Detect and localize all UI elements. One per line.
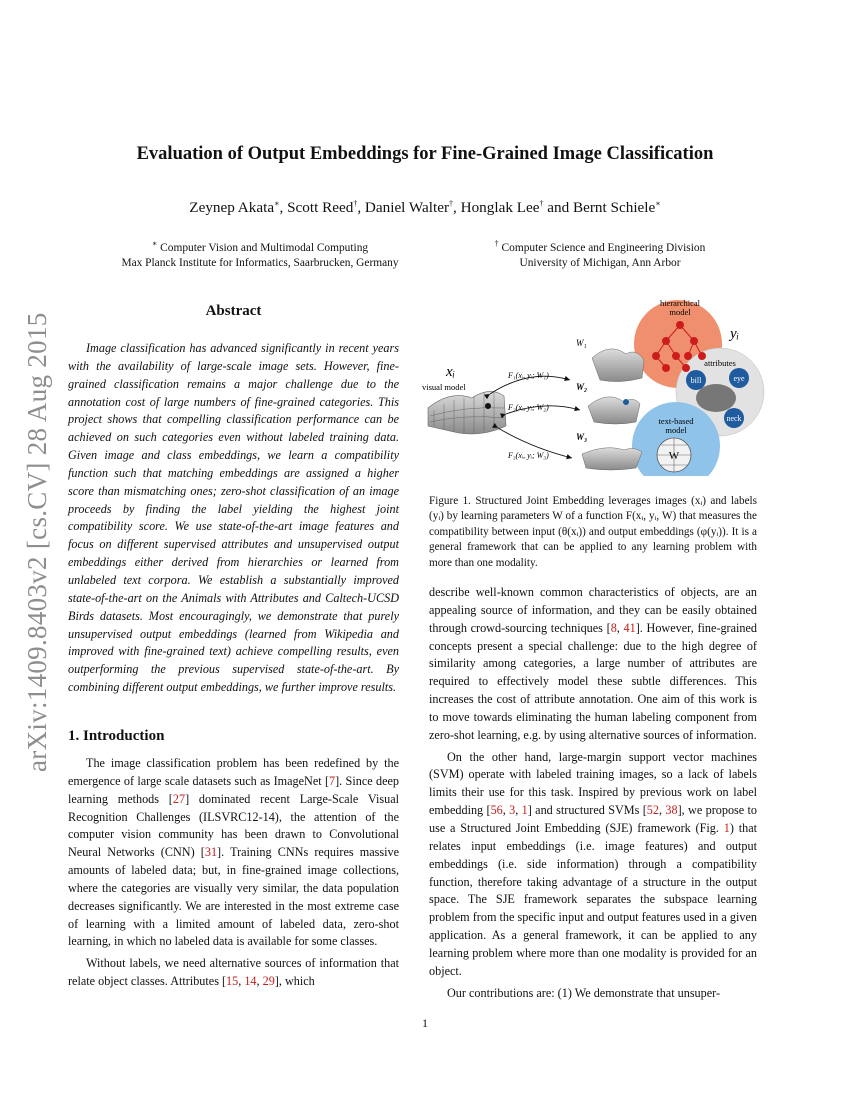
text-run: , bbox=[658, 803, 666, 818]
paper-title: Evaluation of Output Embeddings for Fine-Grained Image Classification bbox=[136, 144, 714, 164]
abstract-body: Image classification has advanced significantly in recent years with the availability of large-scale image sets. However, fine-grained classification remains a major challenge due to the annotation cost of large numbers of fine-grained categories. This project shows that compelling classification performance can be achieved on such categories even without labeled training data. Given image and class embeddings, we learn a compatibility function such that matching embeddings are assigned a higher score than mismatching ones; zero-shot classification of an image proceeds by finding the label yielding the highest joint compatibility score. We use state-of-the-art image features and focus on different supervised attributes and unsupervised output embeddings either derived from hierarchies or learned from unlabeled text corpora. We establish a substantially improved state-of-the-art on the Animals with Attributes and Caltech-UCSD Birds datasets. Most encouragingly, we demonstrate that purely unsupervised output embeddings (learned from Wikipedia and improved with fine-grained text) achieve compelling results, even outperforming the previous supervised state-of-the-art. By combining different output embeddings, we further improve results. bbox=[68, 341, 399, 695]
author-name: , Daniel Walter bbox=[357, 199, 450, 217]
affiliation-mark: ∗ bbox=[655, 199, 661, 208]
affiliation-mark: † bbox=[539, 199, 544, 208]
visual-model-surface bbox=[428, 391, 506, 434]
text-run: , bbox=[238, 974, 245, 989]
text-run: , bbox=[515, 803, 522, 818]
text-run: ] and structured SVMs [ bbox=[527, 803, 647, 818]
author-name: Zeynep Akata bbox=[189, 199, 275, 217]
text-run: ]. Training CNNs requires massive amounts of labeled data; but, in fine-grained image collections, where the categories are visually very similar, the data population decreases significantly. We are interested in the most extreme case of learning with a limited amount of labeled data, zero-shot learning, in which no labeled data is available for some classes. bbox=[68, 845, 399, 949]
citation-link[interactable]: 14 bbox=[244, 974, 257, 989]
affiliation-line: Max Planck Institute for Informatics, Saarbrucken, Germany bbox=[121, 257, 399, 270]
introduction-column bbox=[68, 755, 399, 991]
visual-model-label: visual model bbox=[422, 382, 466, 392]
right-column-text bbox=[429, 584, 757, 1002]
eye-label: eye bbox=[733, 374, 745, 383]
text-run: ], which bbox=[274, 974, 315, 989]
author-name: , Honglak Lee bbox=[453, 199, 540, 217]
affiliation-left bbox=[100, 236, 420, 272]
text-run: ]. However, fine-grained concepts present a special challenge: due to the high degree of similarity among categories, a large number of attributes are required to effectively model these subtle differences. This increases the cost of attribute annotation. One aim of this work is to move towards eliminating the human labeling component from zero-shot learning, e.g. by using alternative sources of information. bbox=[429, 620, 758, 742]
text-model-label: model bbox=[665, 425, 687, 435]
text-run: The image classification problem has been redefined by the emergence of large scale datasets such as ImageNet [ bbox=[68, 756, 399, 788]
affiliation-mark: † bbox=[449, 199, 454, 208]
paragraph bbox=[429, 584, 757, 745]
figure-1-diagram bbox=[420, 298, 770, 476]
paragraph bbox=[68, 955, 399, 991]
affiliation-mark: † bbox=[494, 239, 499, 248]
bird-image bbox=[696, 384, 736, 412]
f1-label: F₁(xᵢ, yᵢ; W₁) bbox=[508, 371, 549, 380]
citation-link[interactable]: 29 bbox=[262, 974, 275, 989]
paragraph: Our contributions are: (1) We demonstrate that unsuper- bbox=[447, 985, 721, 1000]
hierarchical-model-label: model bbox=[669, 307, 691, 317]
affiliation-mark: ∗ bbox=[151, 239, 158, 248]
affiliation-line: University of Michigan, Ann Arbor bbox=[519, 257, 681, 270]
w2-surface bbox=[588, 397, 640, 424]
author-name: , Scott Reed bbox=[279, 199, 354, 217]
w1-surface bbox=[592, 349, 644, 382]
citation-link[interactable]: 3 bbox=[509, 803, 516, 818]
citation-link[interactable]: 52 bbox=[646, 803, 659, 818]
citation-link[interactable]: 27 bbox=[172, 791, 186, 806]
xi-label: xᵢ bbox=[446, 364, 456, 380]
text-run: On the other hand, large-margin support vector machines (SVM) operate with labeled training images, so a lack of labels limits their use for this task. Inspired by previous work on label embedding [ bbox=[429, 749, 757, 818]
affiliation-line: Computer Vision and Multimodal Computing bbox=[157, 241, 369, 254]
text-run: , bbox=[616, 620, 624, 635]
citation-link[interactable]: 41 bbox=[623, 620, 636, 635]
text-run: , bbox=[502, 803, 510, 818]
citation-link[interactable]: 31 bbox=[204, 845, 218, 860]
text-run: , bbox=[256, 974, 263, 989]
data-point bbox=[485, 403, 491, 409]
affiliation-right bbox=[455, 236, 745, 272]
section-heading-introduction: 1. Introduction bbox=[68, 728, 165, 744]
citation-link[interactable]: 56 bbox=[490, 803, 503, 818]
figure-caption: Figure 1. Structured Joint Embedding leverages images (xᵢ) and labels (yᵢ) by learning parameters W of a function F(xᵢ, yᵢ, W) that measures the compatibility between input (θ(xᵢ)) and output embeddings (φ(yᵢ)). It is a general framework that can be applied to any learning problem with more than one modality. bbox=[429, 495, 757, 569]
bill-label: bill bbox=[690, 376, 702, 385]
citation-link[interactable]: 38 bbox=[665, 803, 678, 818]
page-number: 1 bbox=[422, 1016, 428, 1030]
hierarchical-model-label: hierarchical bbox=[659, 298, 701, 308]
citation-link[interactable]: 15 bbox=[226, 974, 239, 989]
paragraph bbox=[68, 755, 399, 951]
affiliation-mark: ∗ bbox=[274, 199, 280, 208]
citation-link[interactable]: 1 bbox=[521, 803, 528, 818]
text-run: ]. Since deep learning methods [ bbox=[68, 773, 399, 806]
text-run: ) that relates input embeddings (i.e. image features) and output embeddings (i.e. side information) through a compatibility function, therefore taking advantage of a structure in the output space. The SJE framework separates the subspace learning problem from the specific input and output features used in a given application. As a general framework, it can be applied to any learning problem where more than one modality is provided for an object. bbox=[429, 820, 757, 978]
f2-label: F₂(xᵢ, yᵢ; W₂) bbox=[508, 403, 549, 412]
neck-label: neck bbox=[726, 414, 742, 423]
text-run: describe well-known common characteristics of objects, are an appealing source of information, and they can be easily obtained through crowd-sourcing techniques [ bbox=[429, 585, 757, 635]
w3-label: W₃ bbox=[576, 432, 588, 442]
yi-label: yᵢ bbox=[730, 326, 740, 342]
attributes-label: attributes bbox=[704, 358, 736, 368]
globe-glyph: W bbox=[668, 450, 680, 462]
author-list bbox=[60, 199, 790, 217]
text-model-label: text-based bbox=[658, 416, 694, 426]
w1-label: W₁ bbox=[576, 338, 587, 348]
affiliation-line: Computer Science and Engineering Division bbox=[498, 241, 706, 254]
text-run: Without labels, we need alternative sources of information that relate object classes. Attributes [ bbox=[68, 956, 399, 989]
paragraph bbox=[429, 749, 757, 981]
text-run: ] dominated recent Large-Scale Visual Recognition Challenges (ILSVRC12-14), the attention of the computer vision community has been drawn to Convolutional Neural Networks (CNN) [ bbox=[68, 791, 399, 860]
abstract-heading: Abstract bbox=[205, 303, 262, 319]
w2-label: W₂ bbox=[576, 382, 588, 392]
w3-surface bbox=[582, 448, 642, 470]
w2-data-point bbox=[623, 399, 629, 405]
citation-link[interactable]: 7 bbox=[329, 773, 336, 788]
text-run: ], we propose to use a Structured Joint Embedding (SJE) framework (Fig. bbox=[429, 803, 758, 835]
f3-label: F₃(xᵢ, yᵢ; W₃) bbox=[508, 451, 549, 460]
affiliation-mark: † bbox=[353, 199, 358, 208]
author-name: and Bernt Schiele bbox=[543, 199, 656, 217]
figure-reference-link[interactable]: 1 bbox=[723, 820, 730, 835]
citation-link[interactable]: 8 bbox=[610, 620, 617, 635]
arxiv-stamp: arXiv:1409.8403v2 [cs.CV] 28 Aug 2015 bbox=[22, 312, 52, 772]
